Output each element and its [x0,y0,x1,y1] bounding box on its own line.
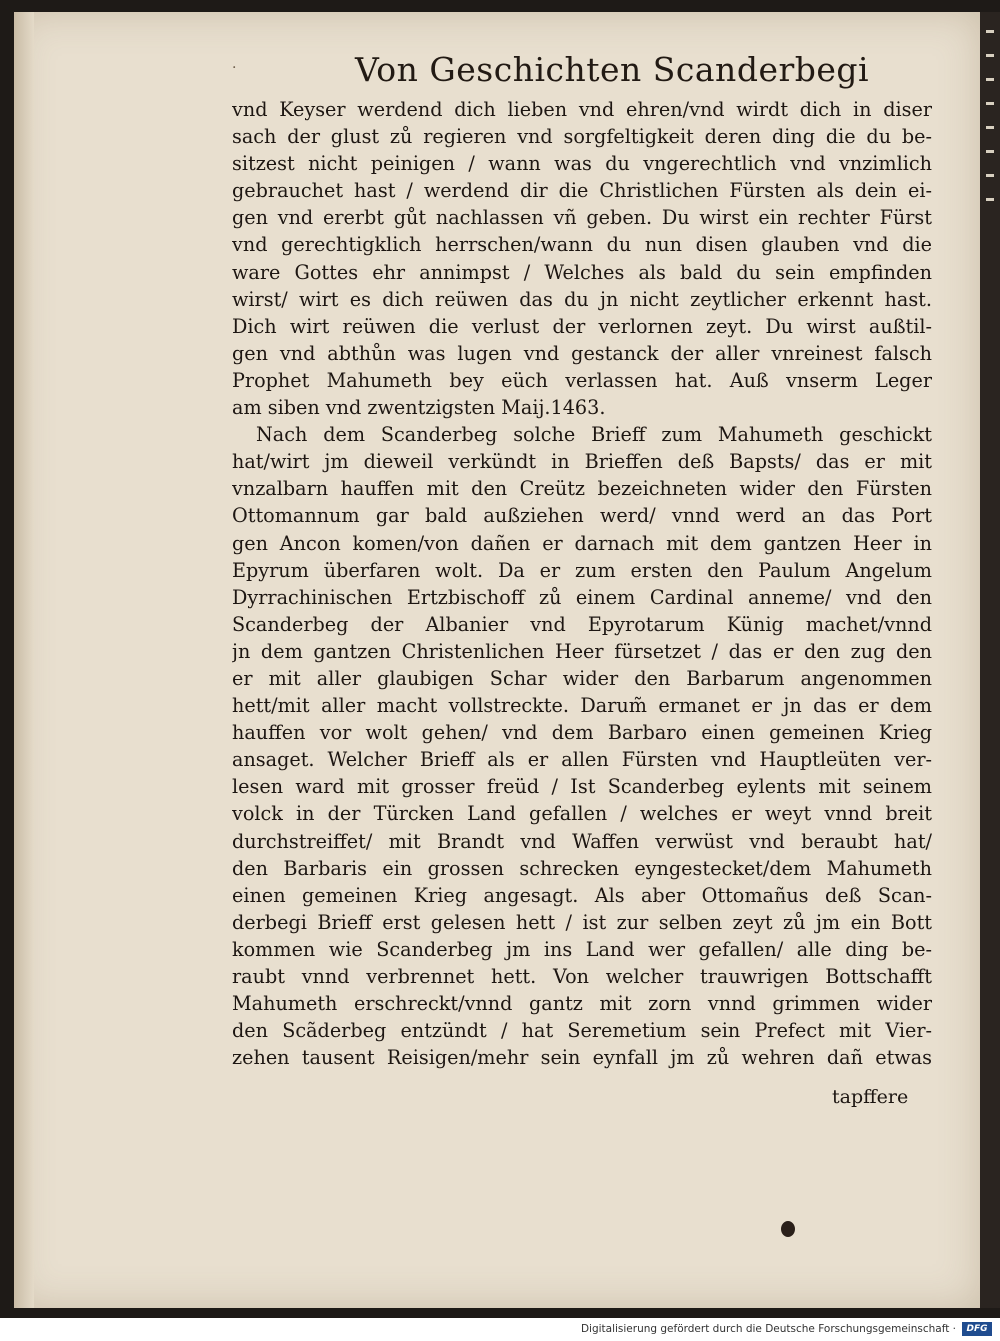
text-line: durchstreiffet/ mit Brandt vnd Waffen verwüst vnd beraubt hat/ [232,829,932,853]
edge-tick [986,150,994,153]
funding-credit: Digitalisierung gefördert durch die Deutsche Forschungsgemeinschaft · [580,1323,956,1335]
edge-tick [986,54,994,57]
text-line: am siben vnd zwentzigsten Maij.1463. [232,396,606,420]
text-line: er mit aller glaubigen Schar wider den Barbarum angenommen [232,666,932,690]
text-line: den Scãderbeg entzündt / hat Seremetium sein Prefect mit Vier‑ [232,1019,932,1043]
text-line: Nach dem Scanderbeg solche Brieff zum Mahumeth geschickt [256,423,932,447]
text-line: ware Gottes ehr annimpst / Welches als bald du sein empfinden [232,260,932,284]
text-line: vnd Keyser werdend dich lieben vnd ehren/vnd wirdt dich in diser [232,98,932,121]
text-line: sach der glust zů regieren vnd sorgfeltigkeit deren ding die du be‑ [232,125,932,149]
body-text [232,96,932,1071]
running-head: Von Geschichten Scanderbegi [355,50,870,89]
edge-tick [986,102,994,105]
text-line: derbegi Brieff erst gelesen hett / ist zur selben zeyt zů jm ein Bott [232,910,932,934]
text-line: gebrauchet hast / werdend dir die Christlichen Fürsten als dein ei‑ [232,179,932,203]
text-line: lesen ward mit grosser freüd / Ist Scanderbeg eylents mit seinem [232,775,932,799]
text-line: wirst/ wirt es dich reüwen das du jn nicht zeytlicher erkennt hast. [232,287,932,311]
edge-tick [986,198,994,201]
text-line: Ottomannum gar bald außziehen werd/ vnnd werd an das Port [232,504,932,528]
text-line: Dyrrachinischen Ertzbischoff zů einem Cardinal anneme/ vnd den [232,585,932,609]
text-line: Dich wirt reüwen die verlust der verlornen zeyt. Du wirst außtil‑ [232,314,932,338]
text-line: gen vnd abthůn was lugen vnd gestanck der aller vnreinest falsch [232,341,932,365]
text-line: Epyrum überfaren wolt. Da er zum ersten den Paulum Angelum [232,558,932,582]
text-line: zehen tausent Reisigen/mehr sein eynfall jm zů wehren dañ etwas [232,1046,932,1070]
text-line: gen vnd ererbt gůt nachlassen vñ geben. Du wirst ein rechter Fürst [232,206,932,230]
page-mark: · [232,60,237,76]
gutter-shadow [14,12,34,1308]
text-line: einen gemeinen Krieg angesagt. Als aber Ottomañus deß Scan‑ [232,883,932,907]
text-line: vnzalbarn hauffen mit den Creütz bezeichneten wider den Fürsten [232,477,932,501]
edge-tick [986,126,994,129]
text-line: gen Ancon komen/von dañen er darnach mit dem gantzen Heer in [232,531,932,555]
catchword: tapffere [832,1086,909,1108]
text-line: den Barbaris ein grossen schrecken eyngestecket/dem Mahumeth [232,856,932,880]
text-line: sitzest nicht peinigen / wann was du vngerechtlich vnd vnzimlich [232,152,932,176]
text-line: kommen wie Scanderbeg jm ins Land wer gefallen/ alle ding be‑ [232,937,932,961]
text-line: Prophet Mahumeth bey eüch verlassen hat. Auß vnserm Leger [232,368,932,392]
text-line: ansaget. Welcher Brieff als er allen Fürsten vnd Hauptleüten ver‑ [232,748,932,772]
text-line: hett/mit aller macht vollstreckte. Darum̃ ermanet er jn das er dem [232,694,932,718]
text-line: hat/wirt jm dieweil verkündt in Brieffen deß Bapsts/ das er mit [232,450,932,474]
text-line: volck in der Türcken Land gefallen / welches er weyt vnnd breit [232,802,932,826]
text-line: raubt vnnd verbrennet hett. Von welcher trauwrigen Bottschafft [232,965,932,988]
text-line: vnd gerechtigklich herrschen/wann du nun disen glauben vnd die [232,233,932,257]
text-line: Mahumeth erschreckt/vnnd gantz mit zorn vnnd grimmen wider [232,992,932,1016]
text-line: Scanderbeg der Albanier vnd Epyrotarum Künig machet/vnnd [232,612,932,636]
text-line: hauffen vor wolt gehen/ vnd dem Barbaro einen gemeinen Krieg [232,721,932,745]
text-line: jn dem gantzen Christenlichen Heer fürsetzet / das er den zug den [232,639,932,663]
dfg-logo: DFG [962,1322,992,1336]
scan-edge-strip [980,12,1000,1308]
edge-tick [986,78,994,81]
ink-blot [781,1221,795,1237]
edge-tick [986,30,994,33]
edge-tick [986,174,994,177]
